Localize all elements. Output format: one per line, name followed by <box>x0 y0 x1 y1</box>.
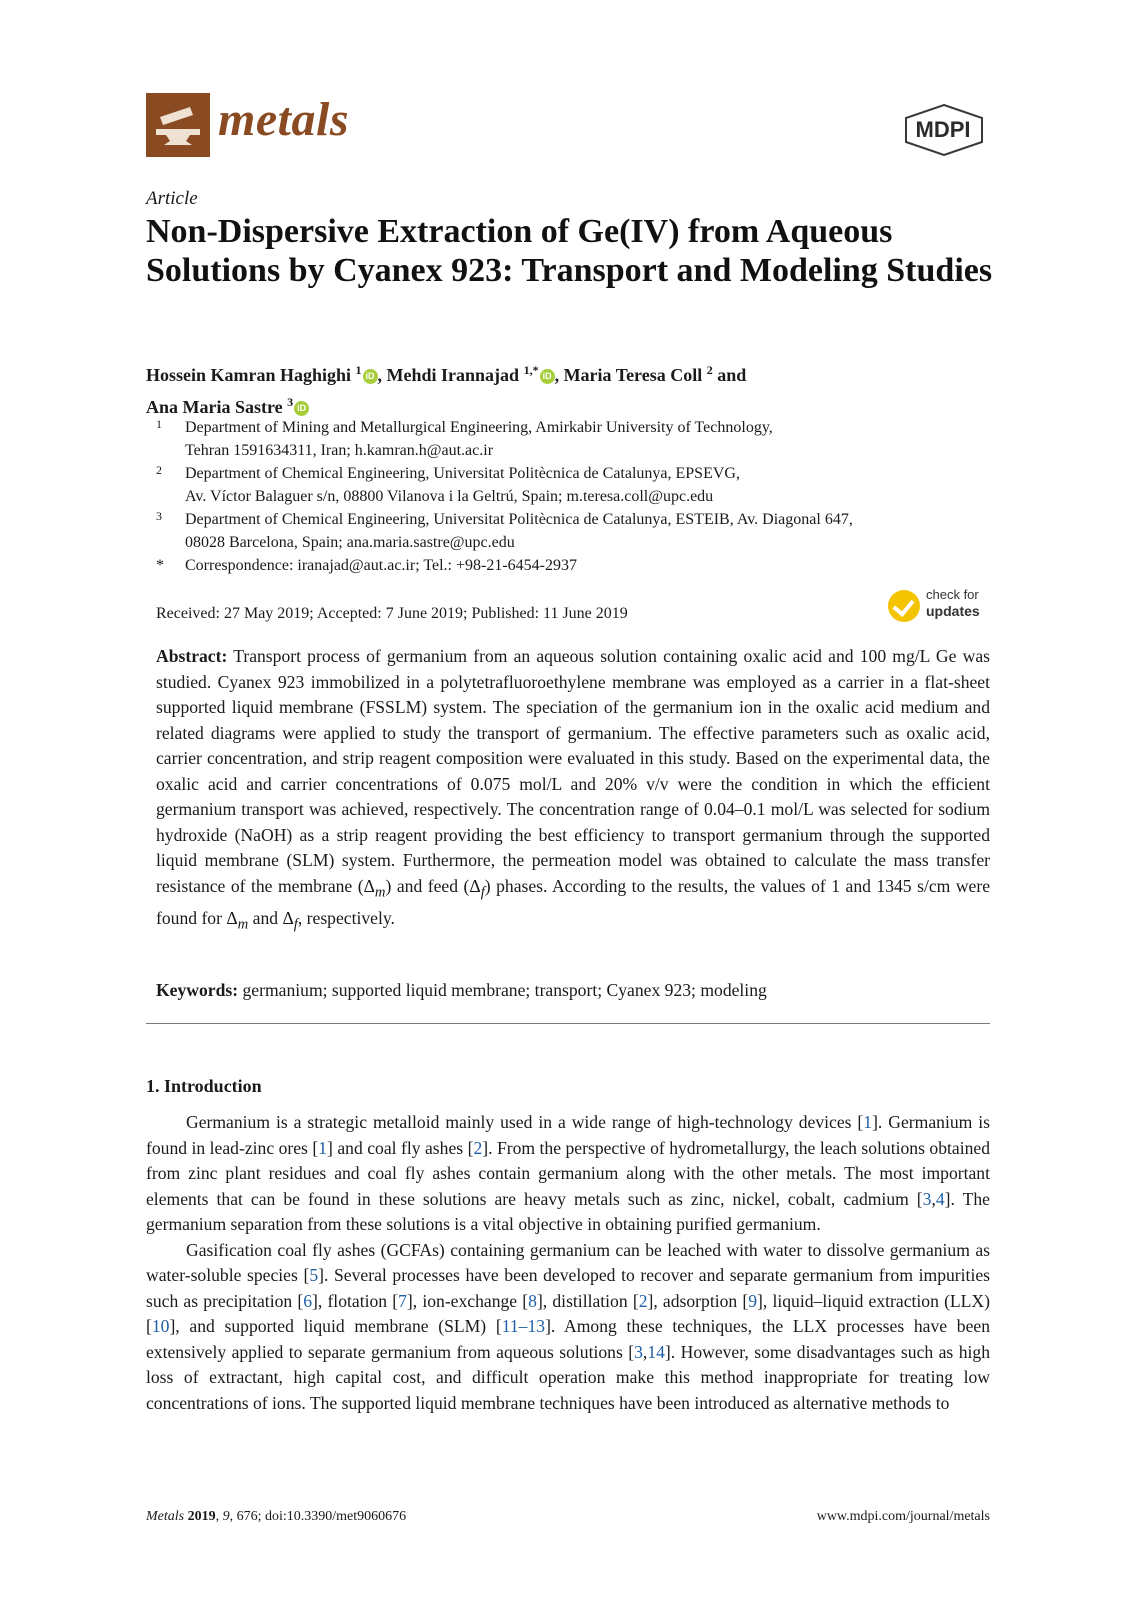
citation-link[interactable]: 6 <box>303 1290 313 1311</box>
author-name[interactable]: Mehdi Irannajad <box>386 365 520 385</box>
affiliation-item <box>156 416 996 462</box>
paragraph-text: ] and coal fly ashes [ <box>327 1137 474 1158</box>
journal-logo-icon <box>146 93 210 157</box>
check-updates-line1: check for <box>926 587 979 602</box>
paragraph-text: ], and supported liquid membrane (SLM) [ <box>169 1316 502 1336</box>
paragraph-text: ]. Several processes have been developed to recover and separate germanium from impurities such as precipitation [ <box>146 1265 990 1311</box>
author-affiliation-mark: 1,* <box>523 363 539 377</box>
check-updates-line2: updates <box>926 603 980 619</box>
affiliation-number: 1 <box>156 417 162 431</box>
author-affiliation-mark: 3 <box>287 395 294 409</box>
abstract <box>156 644 990 938</box>
subscript-m: m <box>237 916 249 933</box>
abstract-text: and Δ <box>248 907 294 928</box>
affiliation-item <box>156 462 996 508</box>
correspondence-text: Correspondence: iranajad@aut.ac.ir; Tel.: +98-21-6454-2937 <box>185 557 577 574</box>
citation-link[interactable]: 3 <box>634 1341 643 1362</box>
footer-volume: 9 <box>222 1509 230 1524</box>
section-divider <box>146 1023 990 1024</box>
citation-link[interactable]: 1 <box>318 1137 328 1158</box>
footer-doi: , 676; doi:10.3390/met9060676 <box>229 1509 407 1524</box>
paragraph-text: ], flotation [ <box>312 1290 399 1311</box>
abstract-text: , respectively. <box>297 907 395 928</box>
correspondence-mark: * <box>156 557 164 574</box>
keywords-text: germanium; supported liquid membrane; transport; Cyanex 923; modeling <box>242 980 767 1000</box>
paragraph-text: ]. From the perspective of hydrometallurgy, the leach solutions obtained from zinc plant residues and coal fly ashes contain germanium along with the other metals. The most important elements that can be found in these solutions are heavy metals such as zinc, nickel, cobalt, cadmium [ <box>146 1137 990 1209</box>
abstract-text: ) and feed (Δ <box>385 875 481 896</box>
paragraph-text: Germanium is a strategic metalloid mainly used in a wide range of high-technology devices [ <box>186 1112 864 1132</box>
subscript-f: f <box>480 884 485 901</box>
paragraph-text: ]. However, some disadvantages such as high loss of extractant, high capital cost, and difficult operation make this method inappropriate for treating low concentrations of ions. The supported liquid membrane techniques have been introduced as alternative methods to <box>146 1341 990 1413</box>
affiliations <box>156 416 996 577</box>
citation-link[interactable]: 11–13 <box>501 1316 546 1336</box>
affiliation-line: 08028 Barcelona, Spain; ana.maria.sastre@upc.edu <box>185 534 515 551</box>
footer-year: 2019 <box>187 1509 216 1524</box>
affiliation-line: Department of Mining and Metallurgical Engineering, Amirkabir University of Technology, <box>185 419 773 436</box>
citation-link[interactable]: 3 <box>922 1188 932 1209</box>
paragraph-text: ], distillation [ <box>536 1290 639 1311</box>
section-heading: 1. Introduction <box>146 1076 262 1096</box>
abstract-text: ) phases. According to the results, the values of 1 and 1345 s/cm were found for Δ <box>156 875 990 928</box>
affiliation-line: Department of Chemical Engineering, Universitat Politècnica de Catalunya, ESTEIB, Av. Diagonal 647, <box>185 511 853 528</box>
paragraph-text: ], ion-exchange [ <box>406 1290 529 1311</box>
paragraph-text: ]. Germanium is found in lead-zinc ores [ <box>146 1112 990 1158</box>
paper-title: Non-Dispersive Extraction of Ge(IV) from Aqueous Solutions by Cyanex 923: Transport and Modeling Studies <box>146 213 993 289</box>
citation-link[interactable]: 7 <box>398 1290 407 1311</box>
subscript-m: m <box>374 884 386 901</box>
paragraph-text: Gasification coal fly ashes (GCFAs) containing germanium can be leached with water to dissolve germanium as water-soluble species [ <box>146 1239 990 1285</box>
citation-link[interactable]: 5 <box>309 1265 319 1285</box>
paragraph-text: , <box>931 1188 936 1209</box>
author-name[interactable]: Ana Maria Sastre <box>146 397 283 417</box>
citation-link[interactable]: 4 <box>935 1188 945 1209</box>
citation-link[interactable]: 9 <box>748 1290 758 1311</box>
publication-dates: Received: 27 May 2019; Accepted: 7 June 2019; Published: 11 June 2019 <box>156 605 628 622</box>
affiliation-number: 3 <box>156 509 162 523</box>
authors-and: and <box>717 365 747 385</box>
paragraph <box>146 1238 990 1417</box>
paragraph-text: ]. The germanium separation from these solutions is a vital objective in obtaining purified germanium. <box>146 1188 990 1234</box>
affiliation-line: Tehran 1591634311, Iran; h.kamran.h@aut.ac.ir <box>185 442 494 459</box>
author-name[interactable]: Hossein Kamran Haghighi <box>146 365 352 385</box>
paragraph-text: ]. Among these techniques, the LLX processes have been extensively applied to separate germanium from aqueous solutions [ <box>146 1316 990 1362</box>
affiliation-line: Department of Chemical Engineering, Universitat Politècnica de Catalunya, EPSEVG, <box>185 465 740 482</box>
affiliation-number: 2 <box>156 463 162 477</box>
citation-footer: Metals 2019, 9, 676; doi:10.3390/met9060676 <box>146 1509 407 1524</box>
paragraph-text: , <box>642 1341 648 1362</box>
check-updates-icon <box>888 590 920 622</box>
abstract-label: Abstract: <box>156 646 228 666</box>
keywords <box>156 980 990 1001</box>
citation-link[interactable]: 8 <box>528 1290 537 1311</box>
citation-link[interactable]: 10 <box>151 1316 170 1336</box>
author-affiliation-mark: 2 <box>706 363 713 377</box>
affiliation-item <box>156 508 996 554</box>
citation-link[interactable]: 14 <box>647 1341 665 1362</box>
orcid-icon[interactable]: iD <box>540 369 555 384</box>
paragraph-text: ], liquid–liquid extraction (LLX) [ <box>146 1290 990 1336</box>
article-type: Article <box>146 188 198 209</box>
paragraph-text: ], adsorption [ <box>647 1290 749 1311</box>
citation-link[interactable]: 2 <box>473 1137 483 1158</box>
paragraph <box>146 1110 990 1238</box>
keywords-label: Keywords: <box>156 980 239 1000</box>
publisher-name: MDPI <box>915 117 971 142</box>
orcid-icon[interactable]: iD <box>363 369 378 384</box>
journal-url-link[interactable]: www.mdpi.com/journal/metals <box>816 1509 990 1524</box>
body-text <box>146 1110 990 1416</box>
citation-link[interactable]: 1 <box>863 1112 873 1132</box>
subscript-f: f <box>293 916 298 933</box>
orcid-icon[interactable]: iD <box>294 401 309 416</box>
journal-name: metals <box>218 93 349 146</box>
author-name[interactable]: Maria Teresa Coll <box>563 365 703 385</box>
author-affiliation-mark: 1 <box>355 363 362 377</box>
footer-journal: Metals <box>146 1509 185 1524</box>
affiliation-line: Av. Víctor Balaguer s/n, 08800 Vilanova i la Geltrú, Spain; m.teresa.coll@upc.edu <box>185 488 714 505</box>
citation-link[interactable]: 2 <box>638 1290 648 1311</box>
correspondence <box>156 554 996 577</box>
abstract-text: Transport process of germanium from an aqueous solution containing oxalic acid and 100 mg/L Ge was studied. Cyanex 923 immobilized in a polytetrafluoroethylene membrane was employed as a carrier in a flat-sheet supported liquid membrane (FSSLM) system. The speciation of the germanium ion in the oxalic acid medium and related diagrams were applied to study the transport of germanium. The effective parameters such as oxalic acid, carrier concentration, and strip reagent composition were evaluated in this study. Based on the experimental data, the oxalic acid and carrier concentrations of 0.075 mol/L and 20% v/v were the condition in which the efficient germanium transport was achieved, respectively. The concentration range of 0.04–0.1 mol/L was selected for sodium hydroxide (NaOH) as a strip reagent providing the best efficiency to transport germanium through the supported liquid membrane (SLM) system. Furthermore, the permeation model was obtained to calculate the mass transfer resistance of the membrane (Δ <box>156 646 990 896</box>
author-list: Hossein Kamran Haghighi $^1$ iD , Mehdi Irannajad $^{1,*}$ iD , Maria Teresa Coll $^2$ and Ana Maria Sastre $^3$ iD <box>146 363 747 417</box>
